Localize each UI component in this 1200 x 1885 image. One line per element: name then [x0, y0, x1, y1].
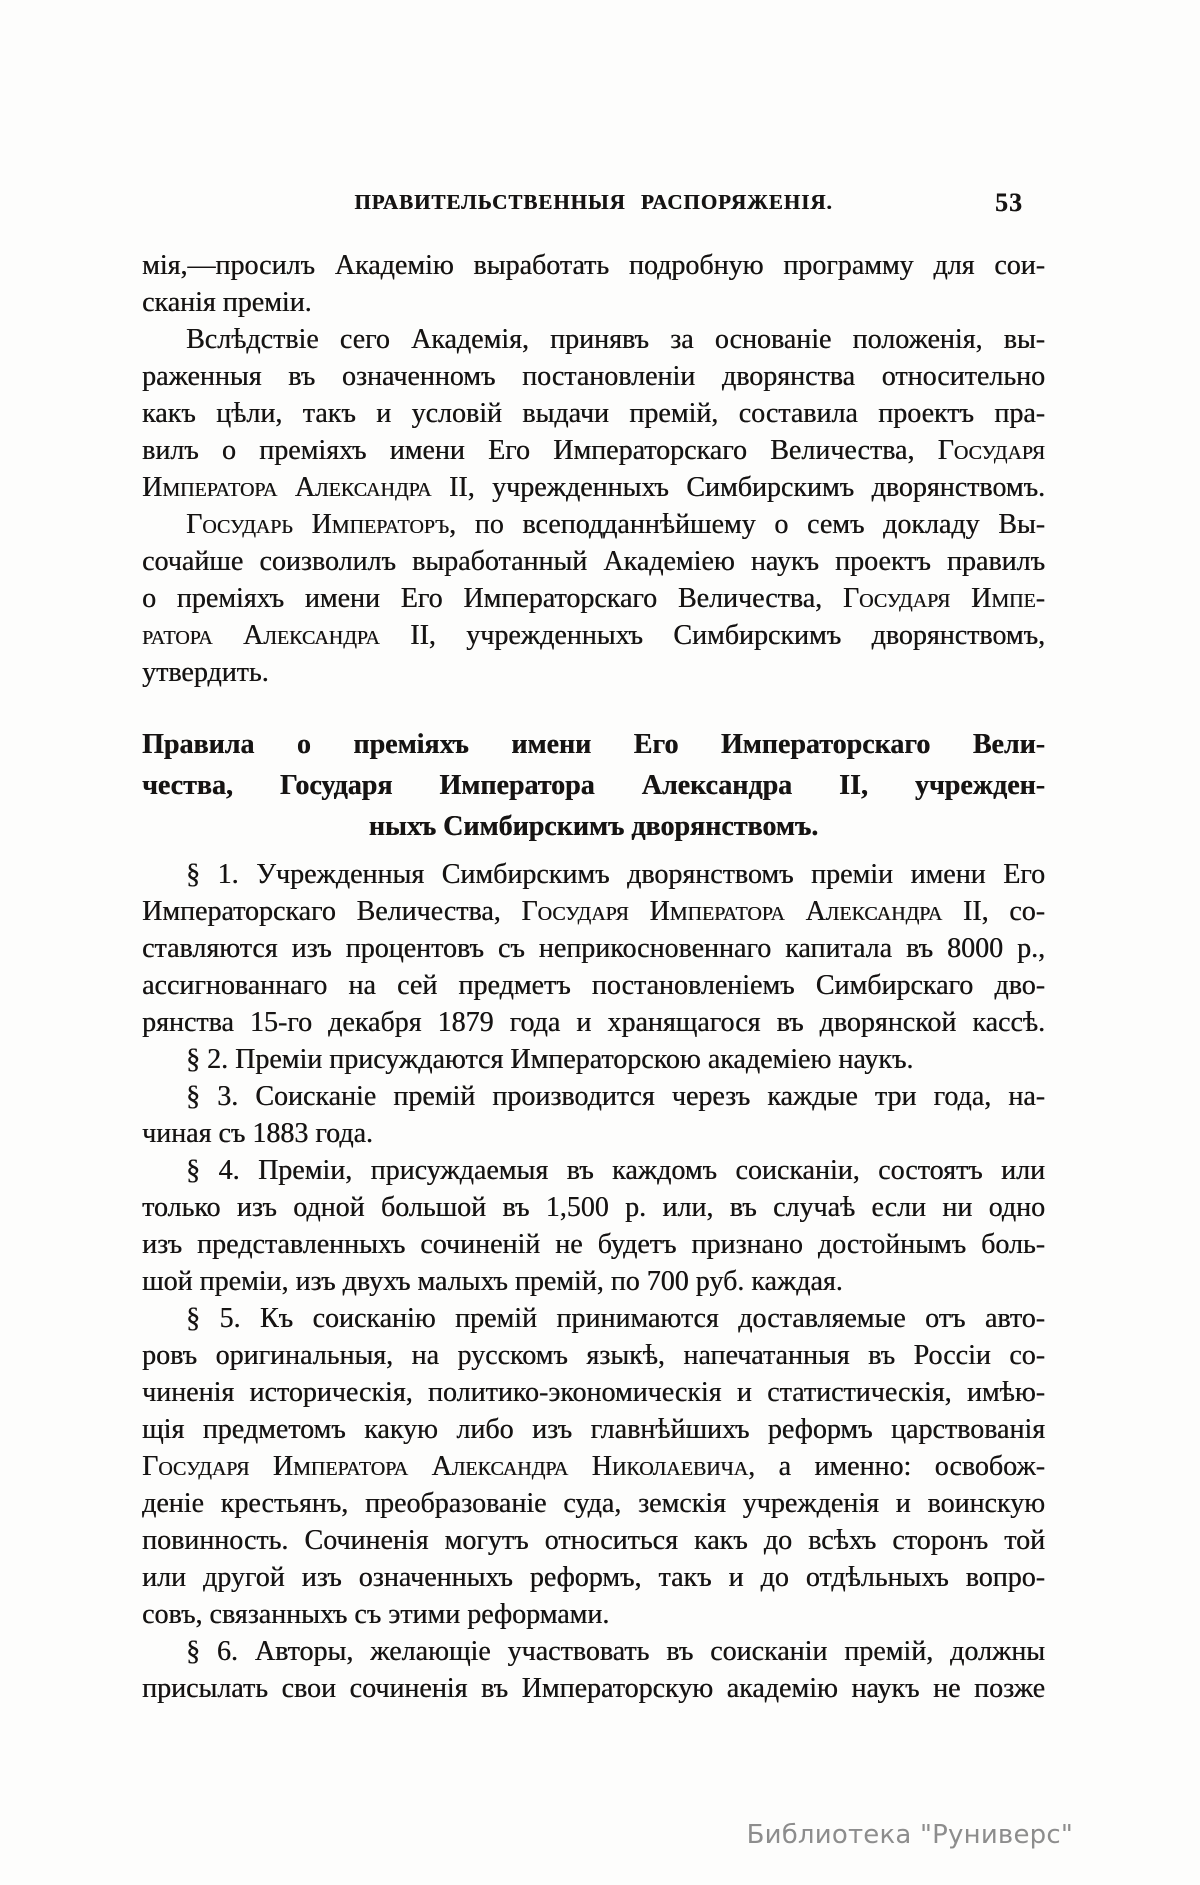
text-line	[142, 432, 1045, 469]
text-line	[142, 1337, 1045, 1374]
text-line	[142, 1670, 1045, 1707]
text-segment: какъ цѣли, такъ и условій выдачи премій, составила проектъ пра-	[142, 398, 1045, 429]
text-segment: II, со-	[942, 896, 1045, 927]
text-line	[142, 1226, 1045, 1263]
page-text-column	[142, 0, 1045, 1885]
text-line	[142, 506, 1045, 543]
text-segment: о преміяхъ имени Его Императорскаго Величества,	[142, 583, 843, 614]
text-segment: ставляются изъ процентовъ съ неприкосновеннаго капитала въ 8000 р.,	[142, 933, 1045, 964]
text-line	[142, 284, 1045, 321]
text-line	[142, 1263, 1045, 1300]
text-line	[142, 1596, 1045, 1633]
text-segment: раженныя въ означенномъ постановленіи дворянства относительно	[142, 361, 1045, 392]
text-line	[142, 1078, 1045, 1115]
small-caps-name: Государя Императора Александра	[521, 896, 943, 927]
text-line	[142, 765, 1045, 806]
text-line	[142, 1152, 1045, 1189]
text-line	[142, 967, 1045, 1004]
running-header-title: ПРАВИТЕЛЬСТВЕННЫЯ РАСПОРЯЖЕНІЯ.	[354, 190, 833, 214]
text-segment: чества, Государя Императора Александра II, учрежден-	[142, 770, 1045, 801]
text-segment: II, учрежденныхъ Симбирскимъ дворянствомъ.	[431, 472, 1045, 503]
text-line	[142, 1559, 1045, 1596]
text-line	[142, 1004, 1045, 1041]
text-segment: присылать свои сочиненія въ Императорскую академію наукъ не позже	[142, 1673, 1045, 1704]
text-line	[142, 893, 1045, 930]
rules-paragraphs	[142, 856, 1045, 1707]
text-segment: только изъ одной большой въ 1,500 р. или, въ случаѣ если ни одно	[142, 1192, 1045, 1223]
page-number: 53	[995, 188, 1023, 217]
text-segment: § 6. Авторы, желающіе участвовать въ соисканіи премій, должны	[186, 1636, 1045, 1667]
text-segment: утвердить.	[142, 657, 269, 688]
text-line	[142, 1633, 1045, 1670]
text-line	[142, 724, 1045, 765]
text-segment: , а именно: освобож-	[748, 1451, 1045, 1482]
rules-heading	[142, 724, 1045, 847]
text-segment: § 4. Преміи, присуждаемыя въ каждомъ соисканіи, состоятъ или	[186, 1155, 1045, 1186]
text-segment: совъ, связанныхъ съ этими реформами.	[142, 1599, 610, 1630]
library-watermark-text: Библиотека "Руниверс"	[746, 1820, 1073, 1850]
text-segment: ровъ оригинальныя, на русскомъ языкѣ, напечатанныя въ Россіи со-	[142, 1340, 1045, 1371]
text-line	[142, 1448, 1045, 1485]
text-segment: II, учрежденныхъ Симбирскимъ дворянствомъ,	[379, 620, 1045, 651]
small-caps-name: Государя Императора Александра Николаевича	[142, 1451, 749, 1482]
text-segment: или другой изъ означенныхъ реформъ, такъ и до отдѣльныхъ вопро-	[142, 1562, 1045, 1593]
text-line	[142, 1041, 1045, 1078]
text-line	[142, 469, 1045, 506]
intro-paragraphs	[142, 247, 1045, 691]
text-line	[142, 930, 1045, 967]
small-caps-name: Государя	[937, 435, 1045, 466]
text-segment: чиная съ 1883 года.	[142, 1118, 373, 1149]
text-segment: мія,—просилъ Академію выработать подробную программу для сои-	[142, 250, 1045, 281]
text-line	[142, 806, 1045, 847]
text-line	[142, 1115, 1045, 1152]
text-line	[142, 856, 1045, 893]
text-segment: Вслѣдствіе сего Академія, принявъ за основаніе положенія, вы-	[186, 324, 1045, 355]
text-line	[142, 1485, 1045, 1522]
text-segment: чиненія историческія, политико-экономическія и статистическія, имѣю-	[142, 1377, 1045, 1408]
text-line	[142, 1411, 1045, 1448]
text-segment: Правила о преміяхъ имени Его Императорскаго Вели-	[142, 729, 1045, 760]
text-segment: сканія преміи.	[142, 287, 312, 318]
text-line	[142, 1189, 1045, 1226]
text-segment: ныхъ Симбирскимъ дворянствомъ.	[368, 811, 819, 842]
text-segment: шой преміи, изъ двухъ малыхъ премій, по 700 руб. каждая.	[142, 1266, 843, 1297]
small-caps-name: Государя Импе-	[842, 583, 1045, 614]
small-caps-name: Государь Императоръ	[186, 509, 450, 540]
text-segment: ассигнованнаго на сей предметъ постановленіемъ Симбирскаго дво-	[142, 970, 1045, 1001]
text-segment: щія предметомъ какую либо изъ главнѣйшихъ реформъ царствованія	[142, 1414, 1045, 1445]
text-segment: повинность. Сочиненія могутъ относиться какъ до всѣхъ сторонъ той	[142, 1525, 1045, 1556]
small-caps-name: ратора Александра	[142, 620, 380, 651]
text-segment: , по всеподданнѣйшему о семъ докладу Вы-	[449, 509, 1046, 540]
text-line	[142, 543, 1045, 580]
text-line	[142, 321, 1045, 358]
text-line	[142, 1374, 1045, 1411]
text-line	[142, 617, 1045, 654]
text-segment: рянства 15-го декабря 1879 года и хранящагося въ дворянской кассѣ.	[142, 1007, 1045, 1038]
text-segment: сочайше соизволилъ выработанный Академіею наукъ проектъ правилъ	[142, 546, 1045, 577]
text-segment: § 3. Соисканіе премій производится черезъ каждые три года, на-	[186, 1081, 1045, 1112]
text-line	[142, 580, 1045, 617]
text-line	[142, 395, 1045, 432]
text-line	[142, 1522, 1045, 1559]
small-caps-name: Императора Александра	[142, 472, 432, 503]
text-segment: деніе крестьянъ, преобразованіе суда, земскія учрежденія и воинскую	[142, 1488, 1045, 1519]
text-line	[142, 247, 1045, 284]
text-segment: Императорскаго Величества,	[142, 896, 522, 927]
text-line	[142, 358, 1045, 395]
text-segment: § 1. Учрежденныя Симбирскимъ дворянствомъ преміи имени Его	[186, 859, 1045, 890]
text-segment: § 5. Къ соисканію премій принимаются доставляемые отъ авто-	[186, 1303, 1045, 1334]
text-segment: § 2. Преміи присуждаются Императорскою академіею наукъ.	[186, 1044, 914, 1075]
text-segment: изъ представленныхъ сочиненій не будетъ признано достойнымъ боль-	[142, 1229, 1045, 1260]
text-line	[142, 1300, 1045, 1337]
text-line	[142, 654, 1045, 691]
text-segment: вилъ о преміяхъ имени Его Императорскаго Величества,	[142, 435, 938, 466]
